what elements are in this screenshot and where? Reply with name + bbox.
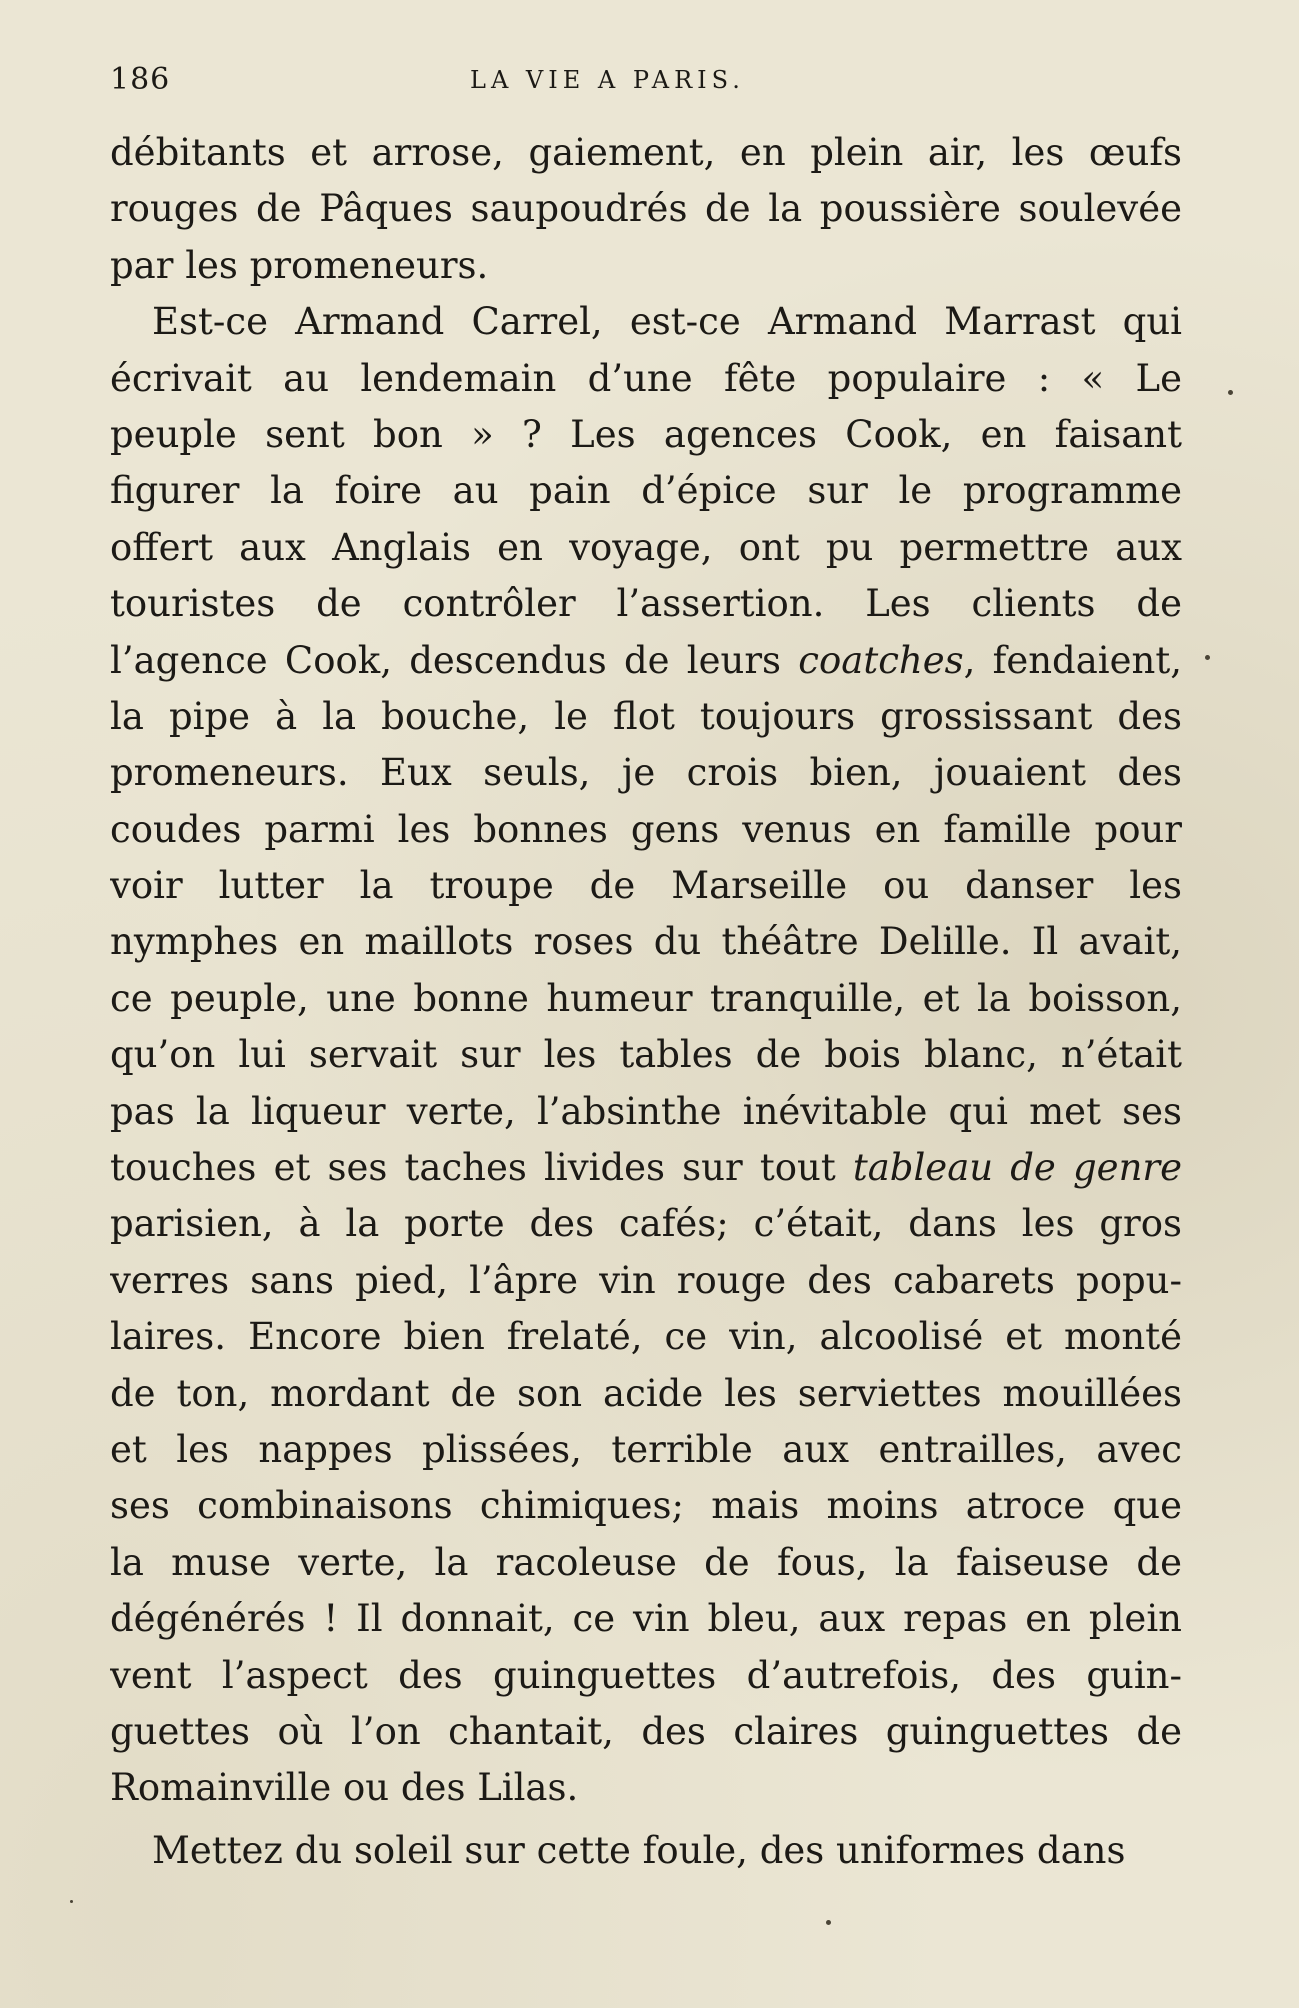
text-line	[110, 294, 1182, 350]
text-line	[110, 1196, 1182, 1252]
line-text: par les promeneurs.	[110, 243, 489, 287]
text-line	[110, 1591, 1182, 1647]
line-text: Romainville ou des Lilas.	[110, 1766, 579, 1810]
text-line	[110, 576, 1182, 632]
line-text: touches et ses taches livides sur tout	[110, 1146, 853, 1190]
body-text	[110, 125, 1182, 1879]
text-line	[110, 1648, 1182, 1704]
text-line	[110, 745, 1182, 801]
text-line	[110, 633, 1182, 689]
ink-speck	[1228, 390, 1233, 395]
line-text: la muse verte, la racoleuse de fous, la faiseuse de	[110, 1540, 1182, 1584]
running-head	[110, 62, 810, 106]
line-text: offert aux Anglais en voyage, ont pu permettre aux	[110, 525, 1182, 569]
text-line	[110, 1309, 1182, 1365]
italic-text: coatches	[798, 638, 964, 682]
line-text: qu’on lui servait sur les tables de bois blanc, n’était	[110, 1033, 1182, 1077]
text-line	[110, 858, 1182, 914]
page-number: 186	[110, 62, 171, 97]
ink-speck	[1205, 655, 1210, 660]
line-text: voir lutter la troupe de Marseille ou danser les	[110, 864, 1182, 908]
line-text: ses combinaisons chimiques; mais moins atroce que	[110, 1484, 1182, 1528]
text-line	[110, 1366, 1182, 1422]
line-text: verres sans pied, l’âpre vin rouge des cabarets popu-	[110, 1258, 1182, 1302]
line-text: Est-ce Armand Carrel, est-ce Armand Marrast qui	[152, 300, 1182, 344]
text-line	[110, 802, 1182, 858]
line-text: écrivait au lendemain d’une fête populaire : « Le	[110, 356, 1182, 400]
line-text: laires. Encore bien frelaté, ce vin, alcoolisé et monté	[110, 1315, 1182, 1359]
line-text: de ton, mordant de son acide les serviettes mouillées	[110, 1371, 1182, 1415]
line-text: , fendaient,	[963, 638, 1182, 682]
text-line	[110, 1027, 1182, 1083]
text-line	[110, 181, 1182, 237]
line-text: dégénérés ! Il donnait, ce vin bleu, aux repas en plein	[110, 1597, 1182, 1641]
line-text: guettes où l’on chantait, des claires guinguettes de	[110, 1709, 1182, 1753]
line-text: coudes parmi les bonnes gens venus en famille pour	[110, 807, 1182, 851]
running-title: LA VIE A PARIS.	[470, 66, 745, 94]
text-line	[110, 914, 1182, 970]
text-line	[110, 238, 1182, 294]
text-line	[110, 1422, 1182, 1478]
line-text: parisien, à la porte des cafés; c’était, dans les gros	[110, 1202, 1182, 1246]
text-line	[110, 407, 1182, 463]
text-line	[110, 1084, 1182, 1140]
text-line	[110, 1760, 1182, 1816]
line-text: et les nappes plissées, terrible aux entrailles, avec	[110, 1427, 1182, 1471]
line-text: Mettez du soleil sur cette foule, des uniformes dans	[152, 1828, 1126, 1872]
italic-text: tableau de genre	[852, 1146, 1182, 1190]
text-line	[110, 351, 1182, 407]
line-text: peuple sent bon » ? Les agences Cook, en faisant	[110, 412, 1182, 456]
line-text: ce peuple, une bonne humeur tranquille, et la boisson,	[110, 976, 1182, 1020]
text-line	[110, 1704, 1182, 1760]
text-line	[110, 463, 1182, 519]
text-line	[110, 689, 1182, 745]
text-line	[110, 125, 1182, 181]
line-text: rouges de Pâques saupoudrés de la poussière soulevée	[110, 187, 1182, 231]
line-text: l’agence Cook, descendus de leurs	[110, 638, 799, 682]
line-text: figurer la foire au pain d’épice sur le programme	[110, 469, 1182, 513]
ink-speck	[70, 1900, 73, 1903]
line-text: touristes de contrôler l’assertion. Les clients de	[110, 582, 1182, 626]
line-text: vent l’aspect des guinguettes d’autrefois, des guin-	[110, 1653, 1182, 1697]
text-line	[110, 1253, 1182, 1309]
ink-speck	[826, 1920, 831, 1925]
text-line	[110, 971, 1182, 1027]
line-text: débitants et arrose, gaiement, en plein air, les œufs	[110, 131, 1182, 174]
line-text: promeneurs. Eux seuls, je crois bien, jouaient des	[110, 751, 1182, 795]
line-text: nymphes en maillots roses du théâtre Delille. Il avait,	[110, 920, 1182, 964]
text-line	[110, 1535, 1182, 1591]
text-line	[110, 1823, 1182, 1879]
line-text: pas la liqueur verte, l’absinthe inévitable qui met ses	[110, 1089, 1182, 1133]
text-line	[110, 1478, 1182, 1534]
line-text: la pipe à la bouche, le flot toujours grossissant des	[110, 694, 1182, 738]
text-line	[110, 1140, 1182, 1196]
text-line	[110, 520, 1182, 576]
